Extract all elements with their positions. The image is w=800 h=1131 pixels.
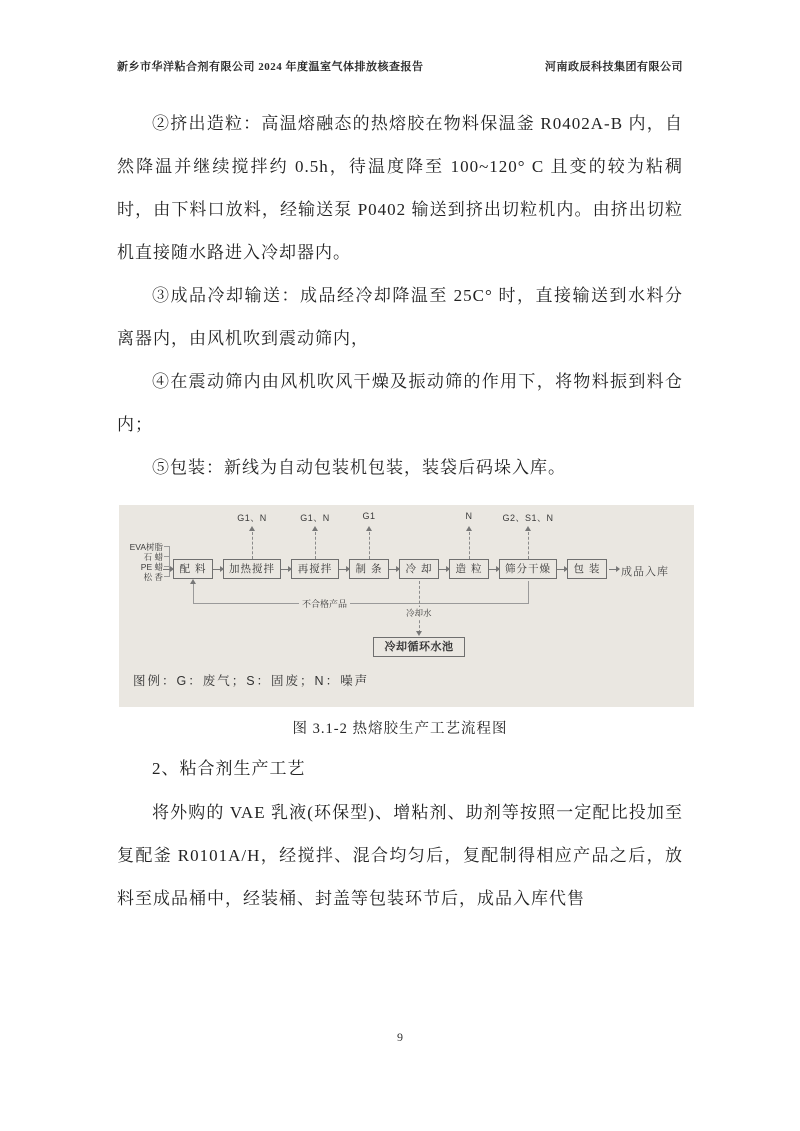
flow-arrow-icon (609, 569, 619, 570)
arrow-up-icon (190, 579, 196, 584)
process-flowchart-figure (119, 505, 694, 707)
page-number: 9 (397, 1030, 403, 1044)
paragraph-extrusion-granulation: ②挤出造粒：高温熔融态的热熔胶在物料保温釜 R0402A-B 内，自然降温并继续搅拌约 0.5h，待温度降至 100~120° C 且变的较为粘稠时，由下料口放料，经输送泵 P0402 输送到挤出切粒机内。由挤出切粒机直接随水路进入冷却器内。 (117, 114, 683, 262)
emission-label: G1 (362, 511, 376, 521)
emission-label: G2、S1、N (502, 513, 554, 523)
emission-connector (469, 532, 470, 559)
arrow-up-icon (366, 526, 372, 531)
paragraph-packaging: ⑤包装：新线为自动包装机包装，装袋后码垛入库。 (152, 458, 566, 477)
flow-step-cooling: 冷 却 (399, 559, 439, 579)
reject-line-right (528, 581, 529, 603)
arrow-up-icon (312, 526, 318, 531)
emission-label: G1、N (300, 513, 330, 523)
reject-line-horizontal (193, 603, 529, 604)
emission-connector (528, 532, 529, 559)
body-text (117, 102, 683, 489)
cooling-water-label: 冷却水 (403, 607, 435, 619)
input-rosin: 松 香 (143, 572, 163, 582)
header-company-name: 河南政辰科技集团有限公司 (545, 61, 683, 73)
emission-connector (369, 532, 370, 559)
emission-label: N (465, 511, 473, 521)
flow-arrow-icon (339, 569, 349, 570)
flow-step-restir: 再搅拌 (291, 559, 339, 579)
flow-arrow-icon (557, 569, 567, 570)
flow-output-warehouse: 成品入库 (621, 566, 669, 578)
flow-arrow-icon (281, 569, 291, 570)
arrow-up-icon (525, 526, 531, 531)
flow-step-heating-stir: 加热搅拌 (223, 559, 281, 579)
emission-connector (315, 532, 316, 559)
section-heading: 2、粘合剂生产工艺 (152, 759, 306, 778)
emission-connector (252, 532, 253, 559)
reject-product-label: 不合格产品 (299, 597, 350, 610)
input-pe-wax: PE 蜡 (140, 562, 163, 572)
flow-step-pack: 包 装 (567, 559, 607, 579)
input-eva-resin: EVA树脂 (129, 542, 163, 552)
flow-arrow-icon (489, 569, 499, 570)
figure-caption: 图 3.1-2 热熔胶生产工艺流程图 (292, 721, 508, 737)
arrow-down-icon (416, 631, 422, 636)
reject-line-left (193, 583, 194, 603)
cooling-pool-box: 冷却循环水池 (373, 637, 465, 657)
header-report-title: 新乡市华洋粘合剂有限公司 2024 年度温室气体排放核查报告 (117, 61, 424, 73)
arrow-up-icon (466, 526, 472, 531)
figure-legend: 图例：G：废气；S：固废；N：噪声 (133, 674, 370, 688)
page-content (117, 0, 683, 920)
flow-arrow-icon (163, 569, 173, 570)
input-bracket-line (169, 546, 170, 577)
flow-step-screen-dry: 筛分干燥 (499, 559, 557, 579)
paragraph-adhesive-process: 将外购的 VAE 乳液(环保型)、增粘剂、助剂等按照一定配比投加至复配釜 R0101A/H，经搅拌、混合均匀后，复配制得相应产品之后，放料至成品桶中，经装桶、封盖等包装环节后，成品入库代售 (117, 803, 683, 908)
flow-step-peiliao: 配 料 (173, 559, 213, 579)
flow-arrow-icon (439, 569, 449, 570)
flow-step-granulate: 造 粒 (449, 559, 489, 579)
paragraph-vibrating-screen: ④在震动筛内由风机吹风干燥及振动筛的作用下，将物料振到料仓内； (117, 372, 683, 434)
emission-label: G1、N (237, 513, 267, 523)
arrow-up-icon (249, 526, 255, 531)
flow-arrow-icon (213, 569, 223, 570)
page-header (117, 58, 683, 74)
flow-arrow-icon (389, 569, 399, 570)
flow-step-strip: 制 条 (349, 559, 389, 579)
paragraph-product-cooling: ③成品冷却输送：成品经冷却降温至 25C° 时，直接输送到水料分离器内，由风机吹到震动筛内， (117, 286, 683, 348)
input-paraffin: 石 蜡 (143, 552, 163, 562)
